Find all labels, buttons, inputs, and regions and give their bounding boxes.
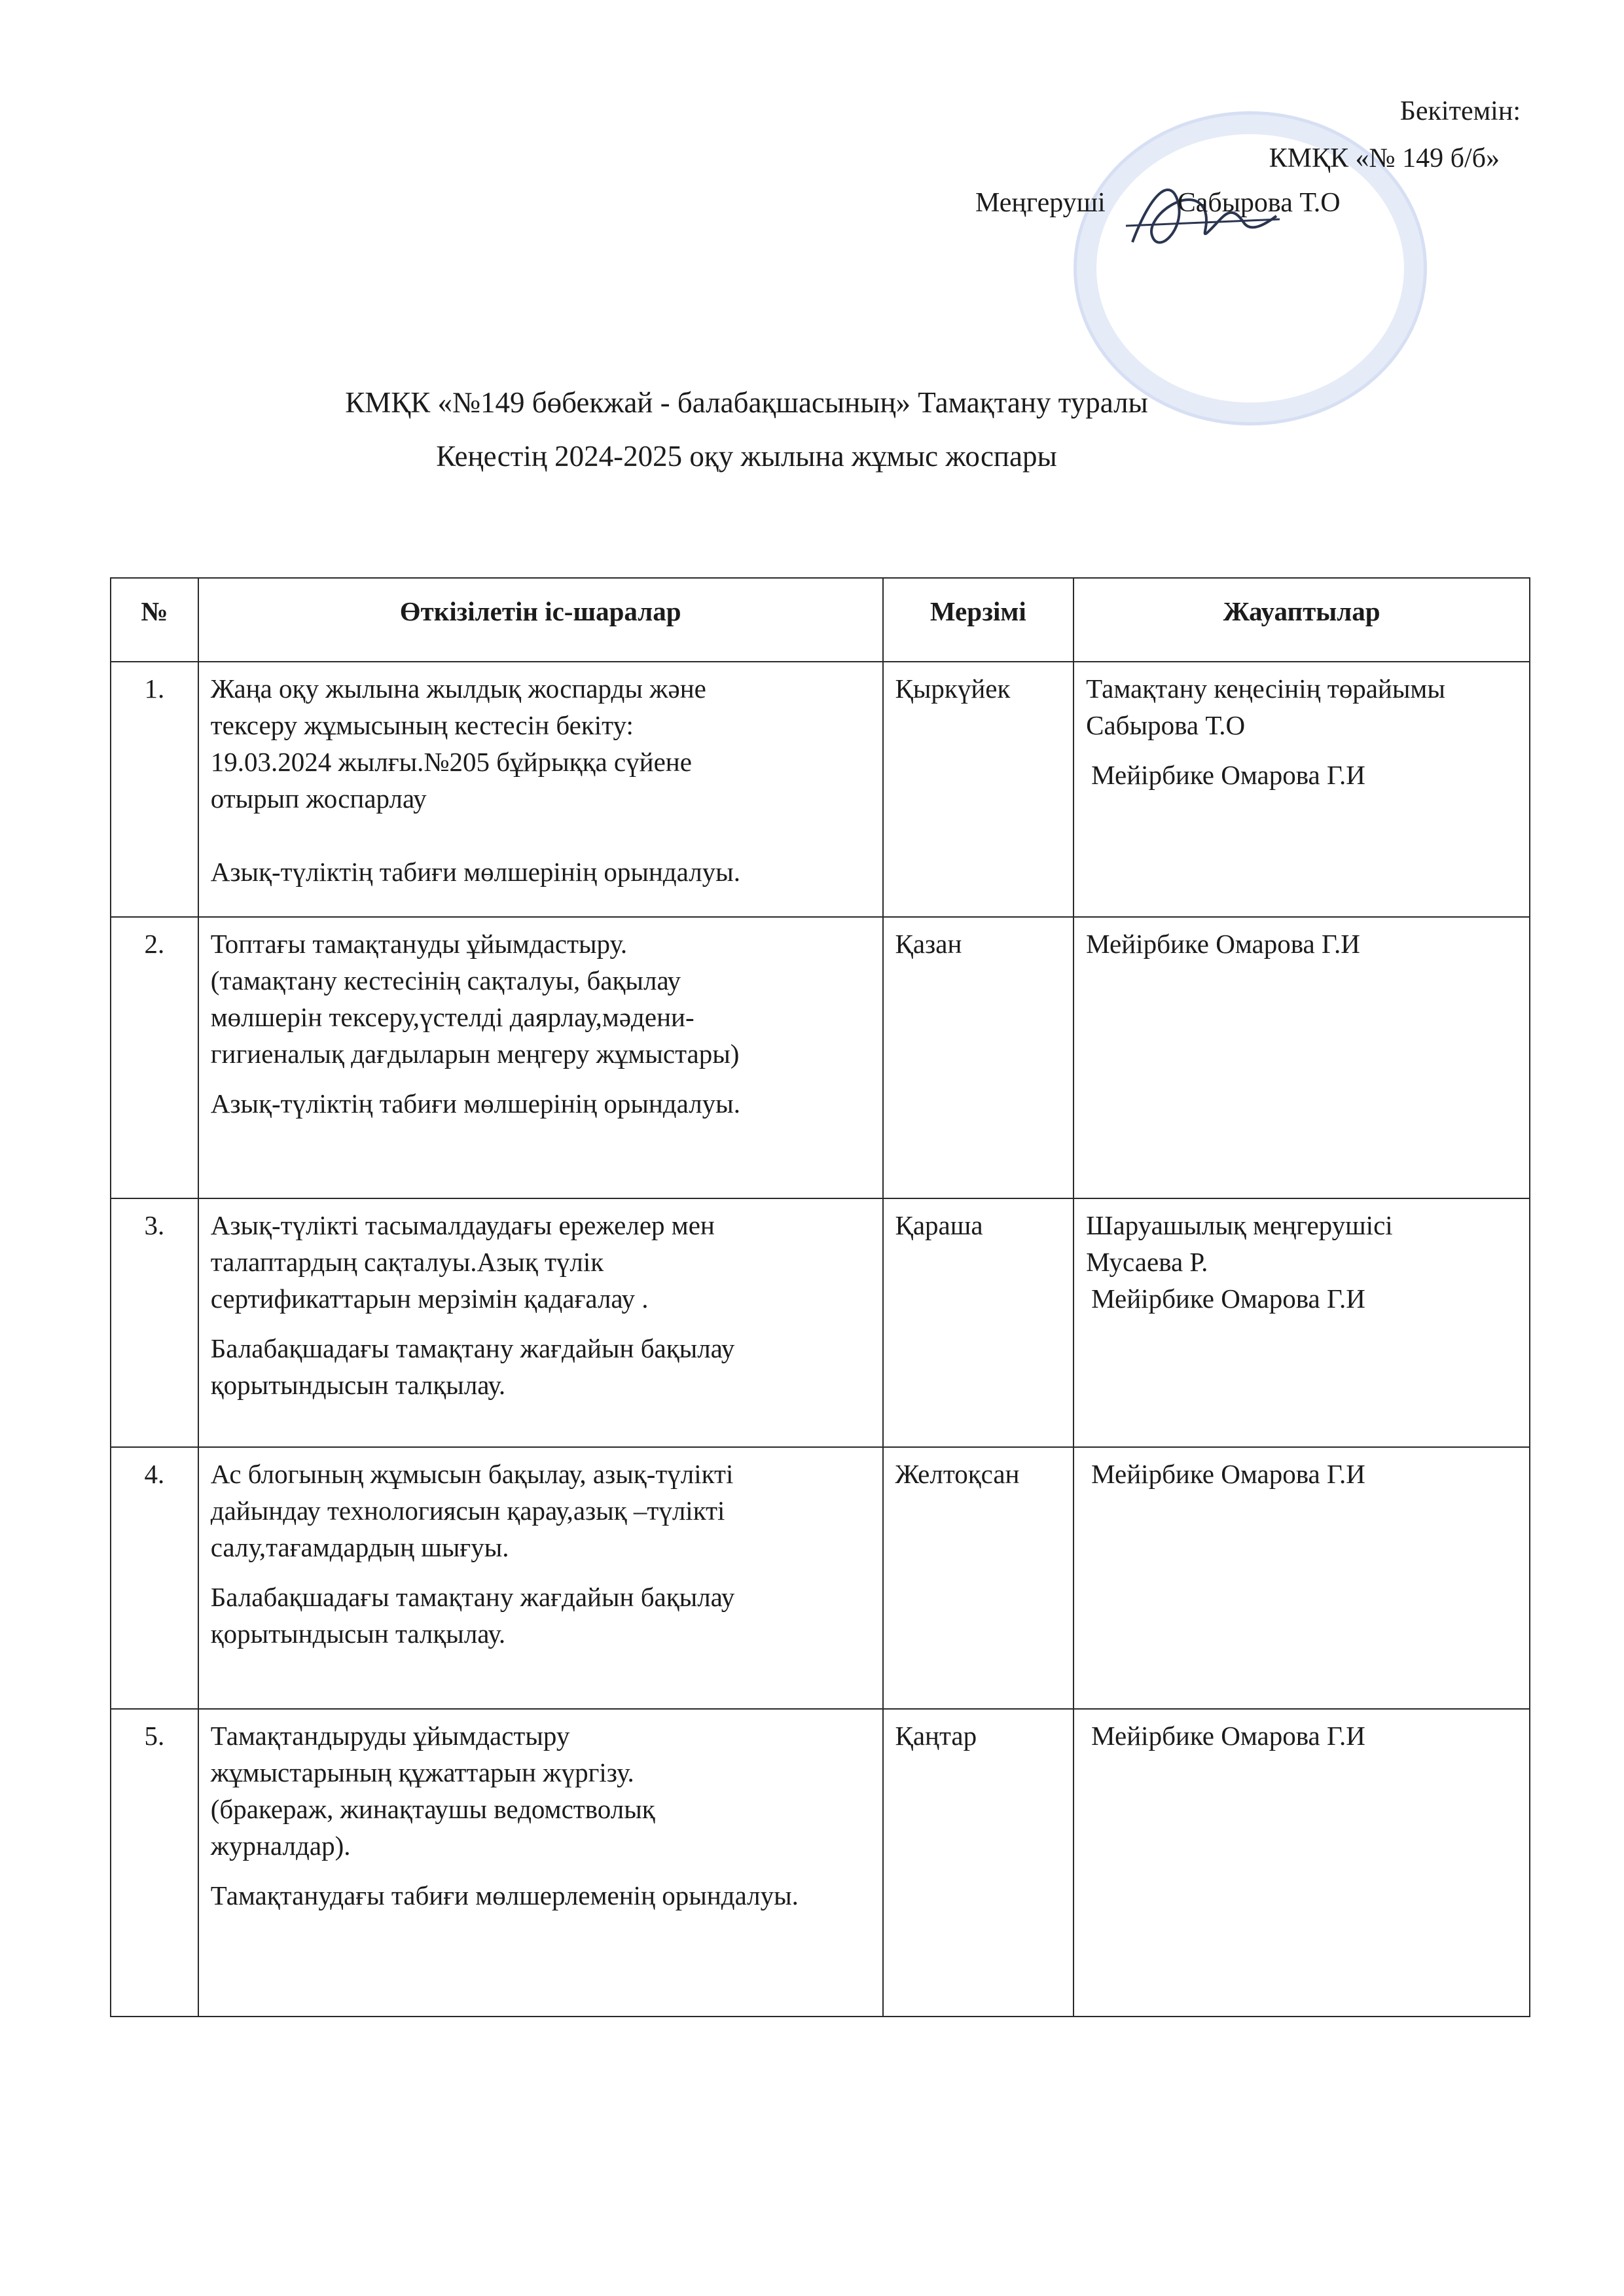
approval-organization: КМҚК «№ 149 б/б» bbox=[1269, 143, 1500, 173]
responsible-line: Шаруашылық меңгерушісі bbox=[1086, 1210, 1393, 1240]
row-responsible bbox=[1074, 917, 1530, 1198]
approval-signatory bbox=[975, 187, 1341, 219]
row-responsible bbox=[1074, 1709, 1530, 2017]
approval-name: Сабырова Т.О bbox=[1177, 188, 1341, 218]
responsible-line: Тамақтану кеңесінің төрайымы bbox=[1086, 673, 1445, 704]
activity-line: тексеру жұмысының кестесін бекіту: bbox=[210, 710, 634, 740]
row-term: Желтоқсан bbox=[883, 1447, 1074, 1709]
row-activity bbox=[198, 1198, 883, 1447]
responsible-line: Мусаева Р. bbox=[1086, 1247, 1208, 1277]
responsible-extra: Мейірбике Омарова Г.И bbox=[1091, 1283, 1365, 1314]
work-plan-table bbox=[110, 577, 1530, 2017]
activity-line: Азық-түлікті тасымалдаудағы ережелер мен bbox=[210, 1210, 715, 1240]
activity-line: салу,тағамдардың шығуы. bbox=[210, 1532, 509, 1562]
activity-line: Жаңа оқу жылына жылдық жоспарды және bbox=[210, 673, 706, 704]
approval-position: Меңгеруші bbox=[975, 188, 1106, 218]
table-row bbox=[111, 1447, 1530, 1709]
activity-line: Ас блогының жұмысын бақылау, азық-түлікті bbox=[210, 1459, 734, 1489]
row-term: Қараша bbox=[883, 1198, 1074, 1447]
row-term: Қазан bbox=[883, 917, 1074, 1198]
header-term: Мерзімі bbox=[883, 578, 1074, 662]
row-responsible bbox=[1074, 1198, 1530, 1447]
activity-extra: Балабақшадағы тамақтану жағдайын бақылау қорытындысын талқылау. bbox=[210, 1333, 735, 1400]
table-row bbox=[111, 662, 1530, 917]
activity-line: сертификаттарын мерзімін қадағалау . bbox=[210, 1283, 649, 1314]
activity-line: (тамақтану кестесінің сақталуы, бақылау bbox=[210, 965, 681, 996]
header-activity: Өткізілетін іс-шаралар bbox=[198, 578, 883, 662]
activity-line: (бракераж, жинақтаушы ведомстволық bbox=[210, 1794, 655, 1824]
activity-line: журналдар). bbox=[210, 1831, 351, 1861]
activity-line: Топтағы тамақтануды ұйымдастыру. bbox=[210, 929, 628, 959]
activity-extra: Азық-түліктің табиғи мөлшерінің орындалуы. bbox=[210, 857, 740, 887]
row-number: 4. bbox=[111, 1447, 198, 1709]
responsible-line: Мейірбике Омарова Г.И bbox=[1091, 1459, 1365, 1489]
activity-extra: Балабақшадағы тамақтану жағдайын бақылау қорытындысын талқылау. bbox=[210, 1582, 735, 1649]
responsible-line: Мейірбике Омарова Г.И bbox=[1086, 929, 1360, 959]
activity-line: 19.03.2024 жылғы.№205 бұйрыққа сүйене bbox=[210, 747, 692, 777]
row-number: 5. bbox=[111, 1709, 198, 2017]
row-responsible bbox=[1074, 662, 1530, 917]
activity-line: мөлшерін тексеру,үстелді даярлау,мәдени- bbox=[210, 1002, 695, 1032]
row-number: 2. bbox=[111, 917, 198, 1198]
activity-line: дайындау технологиясын қарау,азық –түлікті bbox=[210, 1496, 725, 1526]
table-row bbox=[111, 1198, 1530, 1447]
header-responsible: Жауаптылар bbox=[1074, 578, 1530, 662]
activity-line: Тамақтандыруды ұйымдастыру bbox=[210, 1721, 570, 1751]
row-number: 1. bbox=[111, 662, 198, 917]
row-term: Қыркүйек bbox=[883, 662, 1074, 917]
row-activity bbox=[198, 1447, 883, 1709]
row-activity bbox=[198, 917, 883, 1198]
header-number: № bbox=[111, 578, 198, 662]
responsible-extra: Мейірбике Омарова Г.И bbox=[1091, 760, 1365, 790]
row-activity bbox=[198, 1709, 883, 2017]
document-title-line-1: КМҚК «№149 бөбекжай - балабақшасының» Тамақтану туралы bbox=[345, 386, 1148, 419]
activity-extra: Тамақтанудағы табиғи мөлшерлеменің орындалуы. bbox=[210, 1880, 799, 1910]
document-title-line-2: Кеңестің 2024-2025 оқу жылына жұмыс жоспары bbox=[436, 440, 1057, 473]
approval-block bbox=[0, 95, 1624, 226]
table-row bbox=[111, 1709, 1530, 2017]
row-term: Қаңтар bbox=[883, 1709, 1074, 2017]
activity-line: жұмыстарының құжаттарын жүргізу. bbox=[210, 1757, 634, 1787]
activity-extra: Азық-түліктің табиғи мөлшерінің орындалуы. bbox=[210, 1088, 740, 1119]
row-number: 3. bbox=[111, 1198, 198, 1447]
approval-heading: Бекітемін: bbox=[1399, 96, 1521, 126]
row-responsible bbox=[1074, 1447, 1530, 1709]
activity-line: талаптардың сақталуы.Азық түлік bbox=[210, 1247, 604, 1277]
activity-line: гигиеналық дағдыларын меңгеру жұмыстары) bbox=[210, 1039, 740, 1069]
table-header-row bbox=[111, 578, 1530, 662]
activity-line: отырып жоспарлау bbox=[210, 783, 427, 814]
responsible-line: Мейірбике Омарова Г.И bbox=[1091, 1721, 1365, 1751]
responsible-line: Сабырова Т.О bbox=[1086, 710, 1246, 740]
row-activity bbox=[198, 662, 883, 917]
table-row bbox=[111, 917, 1530, 1198]
